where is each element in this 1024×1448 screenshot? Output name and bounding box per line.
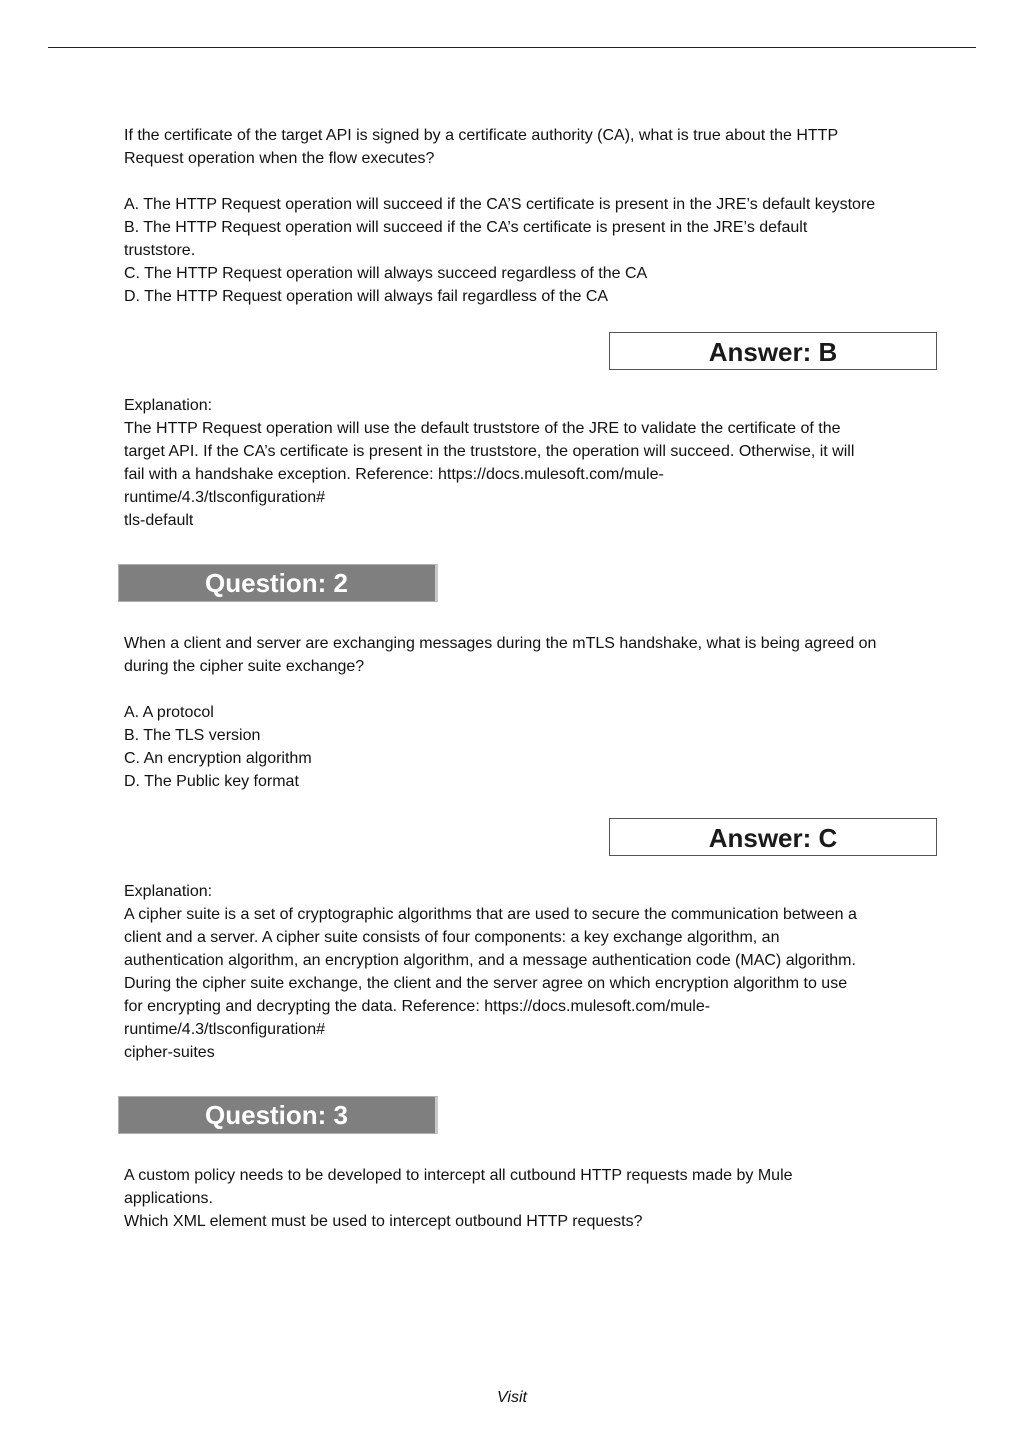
explanation-line: client and a server. A cipher suite consists of four components: a key exchange algorithm, an bbox=[124, 929, 780, 946]
q1-question-line: Request operation when the flow executes? bbox=[124, 150, 435, 167]
question-2-heading: Question: 2 bbox=[205, 568, 349, 598]
q2-question-text bbox=[124, 632, 934, 678]
q2-option-d: D. The Public key format bbox=[124, 773, 299, 790]
q1-option-d: D. The HTTP Request operation will always fail regardless of the CA bbox=[124, 288, 609, 305]
explanation-line: runtime/4.3/tlsconfiguration# bbox=[124, 1021, 325, 1038]
explanation-line: tls-default bbox=[124, 512, 194, 529]
q2-question-line: during the cipher suite exchange? bbox=[124, 658, 365, 675]
q2-option-a: A. A protocol bbox=[124, 704, 214, 721]
q2-option-b: B. The TLS version bbox=[124, 727, 261, 744]
explanation-line: A cipher suite is a set of cryptographic algorithms that are used to secure the communication between a bbox=[124, 906, 857, 923]
explanation-label: Explanation: bbox=[124, 883, 213, 900]
q3-question-line: applications. bbox=[124, 1190, 213, 1207]
q1-question-text bbox=[124, 124, 934, 170]
explanation-line: runtime/4.3/tlsconfiguration# bbox=[124, 489, 325, 506]
footer-visit-text: Visit bbox=[497, 1389, 527, 1406]
explanation-line: for encrypting and decrypting the data. Reference: https://docs.mulesoft.com/mule- bbox=[124, 998, 711, 1015]
explanation-line: cipher-suites bbox=[124, 1044, 215, 1061]
q3-question-text bbox=[124, 1164, 934, 1233]
q1-explanation bbox=[124, 394, 934, 532]
q1-option-b: B. The HTTP Request operation will succeed if the CA’s certificate is present in the JRE’s default bbox=[124, 219, 808, 236]
header-rule bbox=[48, 47, 976, 48]
question-2-heading-bar bbox=[118, 564, 438, 602]
explanation-line: target API. If the CA’s certificate is present in the truststore, the operation will succeed. Otherwise, it will bbox=[124, 443, 855, 460]
q1-answer-box: Answer: B bbox=[609, 332, 937, 370]
q1-option-b-cont: truststore. bbox=[124, 242, 196, 259]
explanation-line: authentication algorithm, an encryption algorithm, and a message authentication code (MAC) algorithm. bbox=[124, 952, 856, 969]
explanation-label: Explanation: bbox=[124, 397, 213, 414]
q2-explanation bbox=[124, 880, 934, 1064]
explanation-line: During the cipher suite exchange, the client and the server agree on which encryption algorithm to use bbox=[124, 975, 848, 992]
q3-question-line: A custom policy needs to be developed to intercept all cutbound HTTP requests made by Mule bbox=[124, 1167, 793, 1184]
question-3-heading: Question: 3 bbox=[205, 1100, 349, 1130]
q2-option-c: C. An encryption algorithm bbox=[124, 750, 312, 767]
q1-options bbox=[124, 193, 934, 308]
q1-option-a: A. The HTTP Request operation will succeed if the CA’S certificate is present in the JRE’s default keystore bbox=[124, 196, 876, 213]
q3-question-line: Which XML element must be used to intercept outbound HTTP requests? bbox=[124, 1213, 643, 1230]
question-3-heading-bar bbox=[118, 1096, 438, 1134]
q1-option-c: C. The HTTP Request operation will always succeed regardless of the CA bbox=[124, 265, 648, 282]
q2-options bbox=[124, 701, 934, 793]
explanation-line: fail with a handshake exception. Reference: https://docs.mulesoft.com/mule- bbox=[124, 466, 664, 483]
q2-answer-box: Answer: C bbox=[609, 818, 937, 856]
q2-question-line: When a client and server are exchanging messages during the mTLS handshake, what is being agreed on bbox=[124, 635, 877, 652]
q1-question-line: If the certificate of the target API is signed by a certificate authority (CA), what is true about the HTTP bbox=[124, 127, 839, 144]
explanation-line: The HTTP Request operation will use the default truststore of the JRE to validate the certificate of the bbox=[124, 420, 841, 437]
